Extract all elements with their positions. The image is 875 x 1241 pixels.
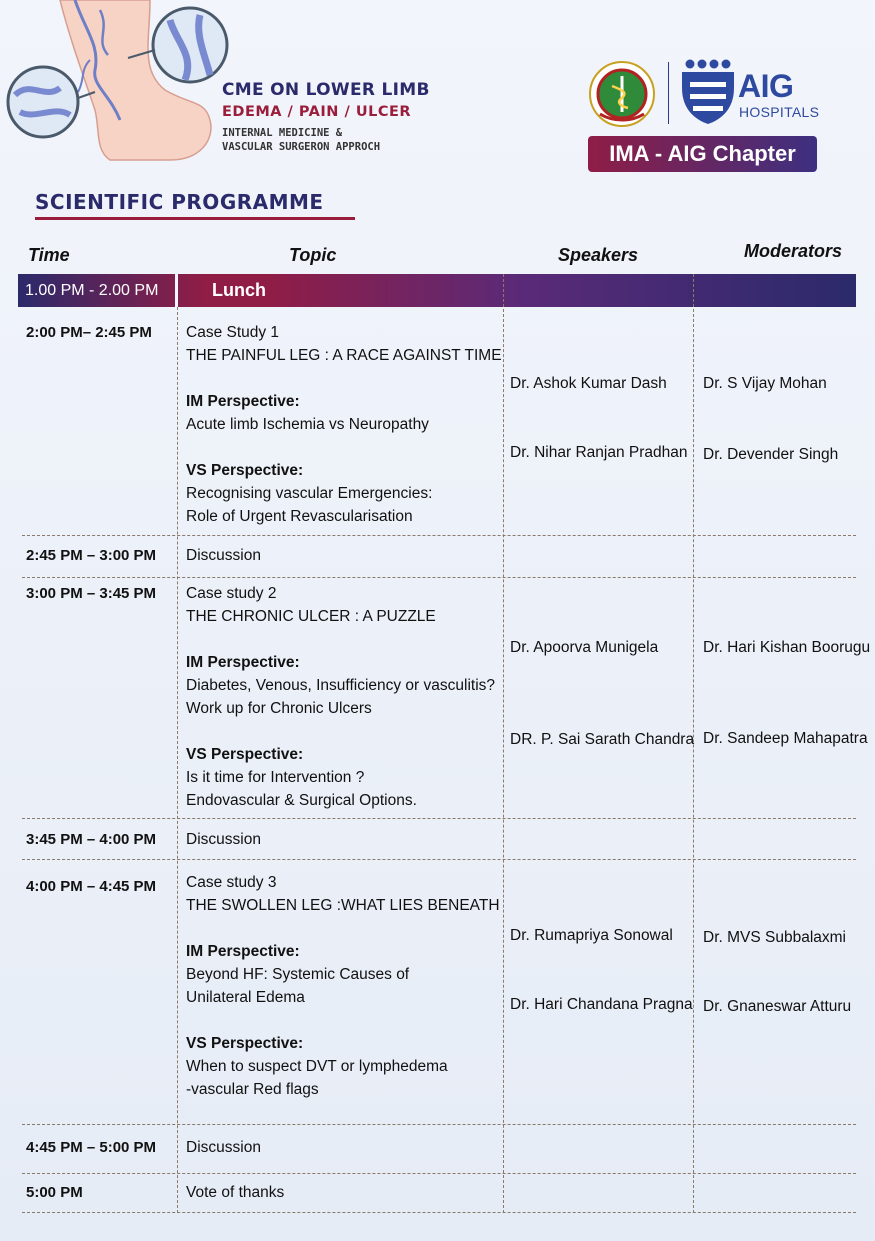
- case-label: Case Study 1: [186, 324, 280, 341]
- row-divider: [22, 577, 856, 578]
- programme-heading-underline: [35, 217, 355, 220]
- session-time: 4:45 PM – 5:00 PM: [26, 1139, 157, 1156]
- speaker-name: Dr. Ashok Kumar Dash: [510, 375, 667, 392]
- aig-logo-icon: [680, 58, 736, 126]
- ima-emblem-icon: [588, 60, 656, 128]
- case-title: THE CHRONIC ULCER : A PUZZLE: [186, 608, 436, 625]
- event-description-line2: VASCULAR SURGERON APPROCH: [222, 141, 381, 153]
- column-header-topic: Topic: [289, 245, 337, 265]
- speaker-name: Dr. Rumapriya Sonowal: [510, 927, 673, 944]
- im-perspective-label: IM Perspective:: [186, 654, 300, 671]
- logo-divider: [668, 62, 669, 124]
- im-perspective-label: IM Perspective:: [186, 943, 300, 960]
- moderator-name: Dr. Devender Singh: [703, 446, 839, 463]
- aig-logo-text: AIG: [738, 68, 794, 104]
- im-perspective-text: Work up for Chronic Ulcers: [186, 700, 372, 717]
- speaker-name: DR. P. Sai Sarath Chandra: [510, 731, 695, 748]
- moderator-name: Dr. S Vijay Mohan: [703, 375, 827, 392]
- column-divider-topic: [503, 274, 504, 1213]
- session-time: 3:00 PM – 3:45 PM: [26, 585, 157, 602]
- im-perspective-text: Diabetes, Venous, Insufficiency or vasculitis?: [186, 677, 496, 694]
- session-topic: Discussion: [186, 831, 261, 848]
- column-header-time: Time: [28, 245, 70, 265]
- session-topic: [186, 321, 502, 528]
- session-topic: Discussion: [186, 547, 261, 564]
- speaker-name: Dr. Hari Chandana Pragna: [510, 996, 693, 1013]
- session-time: 3:45 PM – 4:00 PM: [26, 831, 157, 848]
- event-description: [222, 126, 380, 154]
- row-divider: [22, 818, 856, 819]
- case-label: Case study 3: [186, 874, 277, 891]
- im-perspective-text: Unilateral Edema: [186, 989, 305, 1006]
- event-title: CME ON LOWER LIMB: [222, 80, 430, 100]
- case-title: THE SWOLLEN LEG :WHAT LIES BENEATH: [186, 897, 500, 914]
- im-perspective-text: Beyond HF: Systemic Causes of: [186, 966, 410, 983]
- aig-logo-subtext: HOSPITALS: [739, 104, 820, 120]
- vs-perspective-text: Recognising vascular Emergencies:: [186, 485, 433, 502]
- session-time: 5:00 PM: [26, 1184, 83, 1201]
- vs-perspective-text: Role of Urgent Revascularisation: [186, 508, 413, 525]
- column-header-speakers: Speakers: [558, 245, 639, 265]
- session-topic: [186, 871, 500, 1101]
- column-divider-time: [177, 307, 178, 1213]
- case-label: Case study 2: [186, 585, 277, 602]
- row-divider: [22, 1124, 856, 1125]
- lunch-topic: Lunch: [212, 280, 266, 300]
- vs-perspective-text: -vascular Red flags: [186, 1081, 319, 1098]
- moderator-name: Dr. MVS Subbalaxmi: [703, 929, 846, 946]
- vs-perspective-text: Is it time for Intervention ?: [186, 769, 365, 786]
- leg-vein-illustration: [0, 0, 235, 165]
- session-time: 2:45 PM – 3:00 PM: [26, 547, 157, 564]
- vs-perspective-label: VS Perspective:: [186, 746, 304, 763]
- row-divider: [22, 1212, 856, 1213]
- session-topic: Discussion: [186, 1139, 261, 1156]
- vs-perspective-label: VS Perspective:: [186, 1035, 304, 1052]
- moderator-name: Dr. Sandeep Mahapatra: [703, 730, 868, 747]
- session-time: 2:00 PM– 2:45 PM: [26, 324, 152, 341]
- row-divider: [22, 1173, 856, 1174]
- event-description-line1: INTERNAL MEDICINE &: [222, 127, 343, 139]
- speaker-name: Dr. Nihar Ranjan Pradhan: [510, 444, 688, 461]
- im-perspective-label: IM Perspective:: [186, 393, 300, 410]
- row-divider: [22, 535, 856, 536]
- vs-perspective-text: When to suspect DVT or lymphedema: [186, 1058, 448, 1075]
- vs-perspective-label: VS Perspective:: [186, 462, 304, 479]
- lunch-separator: [175, 274, 178, 307]
- chapter-badge: IMA - AIG Chapter: [588, 136, 817, 172]
- im-perspective-text: Acute limb Ischemia vs Neuropathy: [186, 416, 429, 433]
- row-divider: [22, 859, 856, 860]
- moderator-name: Dr. Gnaneswar Atturu: [703, 998, 852, 1015]
- lunch-time: 1.00 PM - 2.00 PM: [25, 282, 159, 299]
- column-header-moderators: Moderators: [744, 241, 843, 261]
- case-title: THE PAINFUL LEG : A RACE AGAINST TIME: [186, 347, 502, 364]
- programme-heading: SCIENTIFIC PROGRAMME: [35, 190, 324, 214]
- vs-perspective-text: Endovascular & Surgical Options.: [186, 792, 417, 809]
- session-topic: [186, 582, 495, 812]
- session-topic: Vote of thanks: [186, 1184, 285, 1201]
- speaker-name: Dr. Apoorva Munigela: [510, 639, 659, 656]
- event-subtitle: EDEMA / PAIN / ULCER: [222, 104, 412, 120]
- moderator-name: Dr. Hari Kishan Boorugu: [703, 639, 871, 656]
- session-time: 4:00 PM – 4:45 PM: [26, 878, 157, 895]
